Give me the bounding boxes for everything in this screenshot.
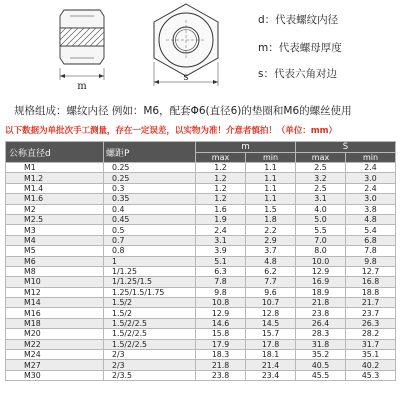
cell-m-max: 1.2 [196,173,246,183]
cell-s-min: 45.3 [346,370,396,380]
spec-description: 规格组成：螺纹内径 例如：M6，配套Φ6(直径6)的垫圈和M6的螺丝使用 [14,105,352,117]
cell-diameter: M16 [6,308,104,318]
cell-s-min: 35.1 [346,350,396,360]
cell-diameter: M18 [6,318,104,328]
cell-pitch: 2/3 [104,360,196,370]
cell-diameter: M6 [6,256,104,266]
cell-s-max: 21.8 [296,298,346,308]
table-row [6,214,396,224]
cell-m-max: 1.2 [196,194,246,204]
cell-m-min: 23.4 [246,370,296,380]
header-m: m [196,142,296,153]
header-m-max: max [196,153,246,163]
table-row [6,235,396,245]
cell-m-min: 12.8 [246,308,296,318]
legend-d-text: d：代表螺纹内径 [258,14,339,26]
cell-pitch: 1/1.25/1.5 [104,277,196,287]
cell-diameter: M1.4 [6,183,104,193]
cell-pitch: 2/3 [104,350,196,360]
cell-s-max: 12.9 [296,266,346,276]
cell-pitch: 1.5/2 [104,308,196,318]
cell-m-min: 7.7 [246,277,296,287]
cell-m-min: 1.8 [246,214,296,224]
table-row [6,370,396,380]
table-row [6,173,396,183]
cell-m-max: 3.1 [196,235,246,245]
header-s-max: max [296,153,346,163]
cell-pitch: 0.3 [104,183,196,193]
legend-d [258,12,338,27]
table-row [6,225,396,235]
table-row [6,277,396,287]
cell-m-min: 21.4 [246,360,296,370]
cell-s-max: 2.5 [296,183,346,193]
cell-m-max: 14.6 [196,318,246,328]
label-m: m [77,81,87,92]
cell-s-max: 16.9 [296,277,346,287]
cell-s-min: 3.0 [346,173,396,183]
table-header-row [6,142,396,153]
cell-s-min: 21.7 [346,298,396,308]
legend-m-text: m：代表螺母厚度 [258,42,342,54]
nut-side-view [60,10,104,80]
cell-pitch: 0.5 [104,225,196,235]
cell-diameter: M22 [6,339,104,349]
measurement-note: 以下数据为单批次手工测量，存在一定误差，以实物为准！介意者慎拍！（单位：mm） [5,126,337,136]
cell-pitch: 1.25/1.5/1.75 [104,287,196,297]
cell-diameter: M1 [6,163,104,173]
cell-m-max: 1.2 [196,183,246,193]
cell-m-max: 10.8 [196,298,246,308]
cell-diameter: M1.2 [6,173,104,183]
cell-pitch: 0.35 [104,194,196,204]
cell-pitch: 1.5/2 [104,298,196,308]
cell-pitch: 1.5/2/2.5 [104,339,196,349]
cell-diameter: M5 [6,246,104,256]
cell-s-min: 4.8 [346,214,396,224]
cell-m-min: 1.1 [246,194,296,204]
cell-m-max: 6.3 [196,266,246,276]
cell-m-max: 5.1 [196,256,246,266]
cell-s-max: 40.5 [296,360,346,370]
table-row [6,318,396,328]
cell-s-min: 5.4 [346,225,396,235]
cell-m-max: 7.8 [196,277,246,287]
cell-s-max: 3.1 [296,194,346,204]
nut-size-table [5,141,396,381]
cell-s-min: 40.2 [346,360,396,370]
cell-diameter: M3 [6,225,104,235]
cell-pitch: 0.25 [104,173,196,183]
legend-s [258,66,337,81]
cell-s-max: 5.5 [296,225,346,235]
header-s-min: min [346,153,396,163]
cell-m-max: 3.9 [196,246,246,256]
table-row [6,163,396,173]
header-diameter: 公称直径d [6,142,104,163]
cell-diameter: M12 [6,287,104,297]
cell-s-min: 18.8 [346,287,396,297]
cell-m-max: 2.4 [196,225,246,235]
cell-s-max: 18.9 [296,287,346,297]
cell-m-min: 10.7 [246,298,296,308]
header-s: S [296,142,396,153]
legend-s-text: s：代表六角对边 [258,68,337,80]
cell-s-min: 6.8 [346,235,396,245]
table-row [6,298,396,308]
cell-s-min: 26.3 [346,318,396,328]
cell-m-max: 9.8 [196,287,246,297]
cell-s-max: 7.0 [296,235,346,245]
cell-m-max: 15.8 [196,329,246,339]
cell-m-min: 17.8 [246,339,296,349]
cell-s-max: 31.8 [296,339,346,349]
cell-s-min: 3.0 [346,194,396,204]
cell-s-min: 16.8 [346,277,396,287]
cell-pitch: 0.8 [104,246,196,256]
table-row [6,360,396,370]
cell-s-min: 2.4 [346,183,396,193]
cell-diameter: M30 [6,370,104,380]
cell-pitch: 1.5/2/2.5 [104,329,196,339]
label-s: s [183,72,189,83]
cell-s-max: 10.0 [296,256,346,266]
cell-m-min: 9.6 [246,287,296,297]
cell-s-max: 45.5 [296,370,346,380]
cell-m-max: 17.9 [196,339,246,349]
table-row [6,329,396,339]
cell-pitch: 0.45 [104,214,196,224]
table-row [6,287,396,297]
header-pitch: 螺距P [104,142,196,163]
cell-s-min: 2.4 [346,163,396,173]
cell-m-max: 1.9 [196,214,246,224]
cell-diameter: M20 [6,329,104,339]
cell-s-min: 9.8 [346,256,396,266]
table-row [6,266,396,276]
cell-s-max: 2.5 [296,163,346,173]
cell-diameter: M2.5 [6,214,104,224]
table-row [6,194,396,204]
cell-m-min: 2.2 [246,225,296,235]
cell-m-min: 3.7 [246,246,296,256]
cell-s-max: 28.3 [296,329,346,339]
cell-m-min: 1.5 [246,204,296,214]
header-m-min: min [246,153,296,163]
cell-s-min: 12.7 [346,266,396,276]
cell-diameter: M24 [6,350,104,360]
cell-m-min: 14.5 [246,318,296,328]
cell-pitch: 0.7 [104,235,196,245]
cell-s-max: 3.2 [296,173,346,183]
cell-s-max: 35.2 [296,350,346,360]
cell-diameter: M4 [6,235,104,245]
cell-s-max: 4.0 [296,204,346,214]
cell-diameter: M10 [6,277,104,287]
cell-m-min: 6.2 [246,266,296,276]
cell-m-min: 1.1 [246,173,296,183]
cell-pitch: 0.4 [104,204,196,214]
cell-m-min: 1.1 [246,163,296,173]
table-row [6,204,396,214]
cell-m-max: 1.2 [196,163,246,173]
cell-m-min: 15.7 [246,329,296,339]
cell-s-min: 23.7 [346,308,396,318]
legend-m [258,40,342,55]
table-row [6,350,396,360]
table-row [6,256,396,266]
table-row [6,308,396,318]
cell-s-max: 5.0 [296,214,346,224]
cell-s-min: 31.7 [346,339,396,349]
cell-m-max: 18.3 [196,350,246,360]
table-body [6,163,396,381]
cell-s-max: 23.8 [296,308,346,318]
table-row [6,183,396,193]
cell-m-max: 1.6 [196,204,246,214]
cell-m-min: 2.9 [246,235,296,245]
cell-m-min: 4.8 [246,256,296,266]
cell-diameter: M2 [6,204,104,214]
cell-pitch: 0.25 [104,163,196,173]
cell-pitch: 1 [104,256,196,266]
cell-diameter: M27 [6,360,104,370]
cell-diameter: M14 [6,298,104,308]
cell-m-max: 23.8 [196,370,246,380]
cell-pitch: 1/1.25 [104,266,196,276]
cell-diameter: M1.6 [6,194,104,204]
cell-s-min: 28.2 [346,329,396,339]
cell-m-min: 1.1 [246,183,296,193]
cell-s-max: 8.0 [296,246,346,256]
cell-s-min: 7.8 [346,246,396,256]
cell-s-min: 3.8 [346,204,396,214]
cell-s-max: 26.4 [296,318,346,328]
cell-m-max: 21.8 [196,360,246,370]
table-row [6,246,396,256]
cell-m-min: 18.1 [246,350,296,360]
cell-m-max: 12.9 [196,308,246,318]
table-row [6,339,396,349]
cell-diameter: M8 [6,266,104,276]
cell-pitch: 2/3.5 [104,370,196,380]
cell-pitch: 1.5/2/2.5 [104,318,196,328]
